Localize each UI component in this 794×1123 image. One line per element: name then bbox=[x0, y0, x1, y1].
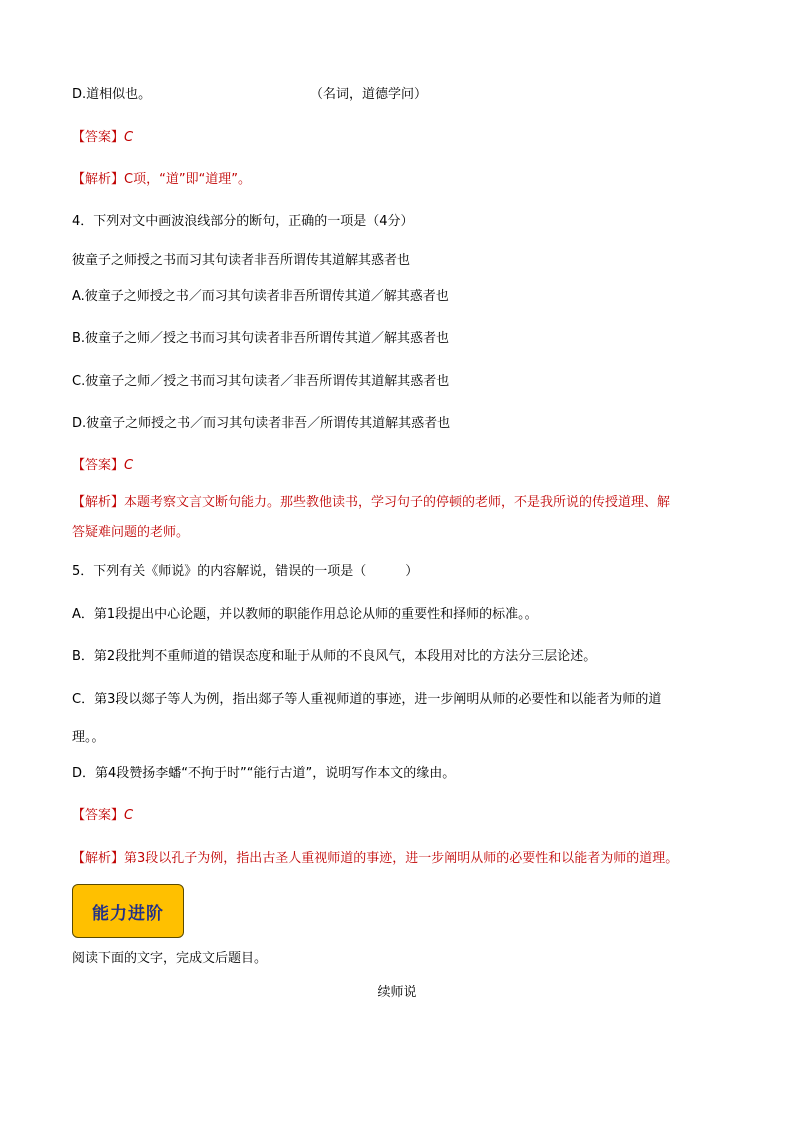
answer-tag: 【答案】 bbox=[72, 458, 125, 473]
q4-text: 彼童子之师授之书而习其句读者非吾所谓传其道解其惑者也 bbox=[72, 253, 411, 268]
q3-answer: C bbox=[124, 130, 134, 145]
section-badge-label: 能力进阶 bbox=[92, 903, 164, 924]
q4-option-c: C.彼童子之师／授之书而习其句读者／非吾所谓传其道解其惑者也 bbox=[72, 374, 450, 389]
q5-option-c: C．第3段以郯子等人为例，指出郯子等人重视师道的事迹，进一步阐明从师的必要性和以能者为师的道 bbox=[72, 692, 662, 707]
q3-analysis: C项，“道”即“道理”。 bbox=[124, 172, 252, 187]
passage-title: 续师说 bbox=[377, 985, 417, 1000]
q3-analysis-line bbox=[72, 171, 251, 189]
analysis-tag: 【解析】 bbox=[72, 495, 125, 510]
section-badge bbox=[72, 884, 184, 938]
reading-intro: 阅读下面的文字，完成文后题目。 bbox=[72, 951, 268, 966]
q4-analysis-2: 答疑难问题的老师。 bbox=[72, 525, 190, 540]
analysis-tag: 【解析】 bbox=[72, 851, 125, 866]
q4-analysis-1: 本题考察文言文断句能力。那些教他读书，学习句子的停顿的老师，不是我所说的传授道理、解 bbox=[124, 495, 671, 510]
analysis-tag: 【解析】 bbox=[72, 172, 125, 187]
q3-answer-line bbox=[72, 129, 133, 147]
q4-option-b: B.彼童子之师／授之书而习其句读者非吾所谓传其道／解其惑者也 bbox=[72, 331, 450, 346]
q3-option-d bbox=[72, 86, 151, 104]
q4-stem: 4．下列对文中画波浪线部分的断句，正确的一项是（4分） bbox=[72, 214, 414, 229]
q4-option-a: A.彼童子之师授之书／而习其句读者非吾所谓传其道／解其惑者也 bbox=[72, 289, 449, 304]
q4-answer-line bbox=[72, 457, 133, 475]
q5-answer-line bbox=[72, 807, 133, 825]
q4-option-d: D.彼童子之师授之书／而习其句读者非吾／所谓传其道解其惑者也 bbox=[72, 416, 451, 431]
q5-answer: C bbox=[124, 808, 134, 823]
q5-option-b: B．第2段批判不重师道的错误态度和耻于从师的不良风气，本段用对比的方法分三层论述。 bbox=[72, 649, 597, 664]
answer-tag: 【答案】 bbox=[72, 808, 125, 823]
q3-option-d-text: D.道相似也。 bbox=[72, 87, 152, 102]
q5-option-c-cont: 理。。 bbox=[72, 730, 105, 745]
q3-option-d-note: （名词，道德学问） bbox=[310, 87, 428, 102]
q5-option-d: D．第4段赞扬李蟠“不拘于时”“能行古道”，说明写作本文的缘由。 bbox=[72, 766, 456, 781]
q5-analysis-line bbox=[72, 850, 678, 868]
q5-stem: 5．下列有关《师说》的内容解说，错误的一项是（ ） bbox=[72, 564, 419, 579]
q4-answer: C bbox=[124, 458, 134, 473]
answer-tag: 【答案】 bbox=[72, 130, 125, 145]
q4-analysis-line bbox=[72, 494, 670, 512]
q5-option-a: A．第1段提出中心论题，并以教师的职能作用总论从师的重要性和择师的标准。。 bbox=[72, 607, 538, 622]
q5-analysis: 第3段以孔子为例，指出古圣人重视师道的事迹，进一步阐明从师的必要性和以能者为师的道理。 bbox=[124, 851, 679, 866]
